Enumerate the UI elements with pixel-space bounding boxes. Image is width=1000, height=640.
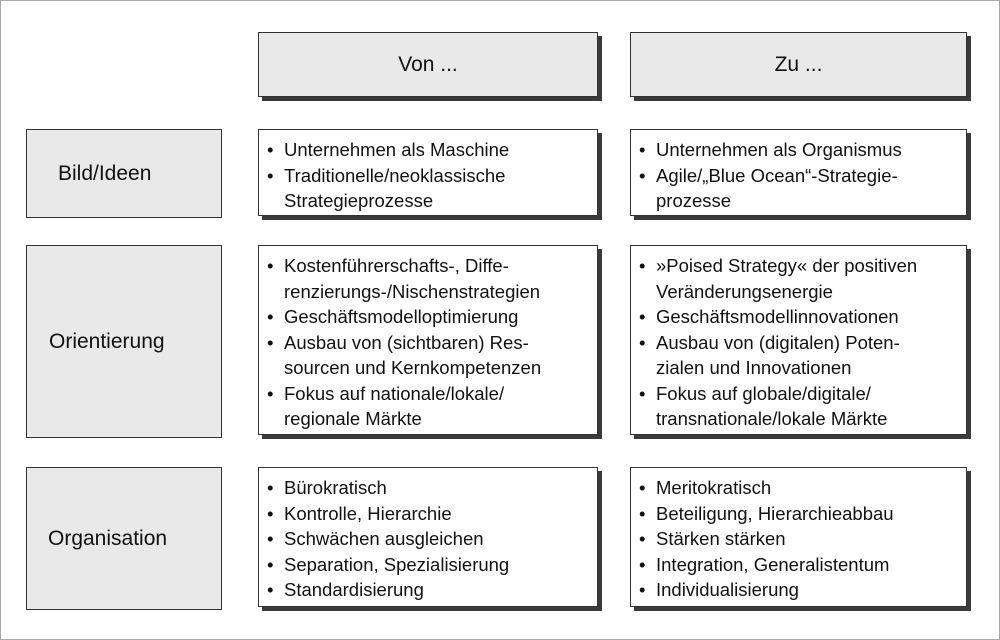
- list-item: • Individualisierung: [639, 577, 960, 603]
- row-label-organisation: [26, 467, 222, 610]
- cell-organisation-to: [630, 467, 967, 607]
- bullet-list: [639, 475, 960, 603]
- row-label-orientierung: [26, 245, 222, 438]
- list-item: • Geschäftsmodelloptimierung: [267, 304, 591, 330]
- list-item: • Standardisierung: [267, 577, 591, 603]
- list-item: • Fokus auf globale/digitale/ transnationale/lokale Märkte: [639, 381, 960, 432]
- cell-bild-ideen-from: [258, 129, 598, 216]
- cell-orientierung-to: [630, 245, 967, 435]
- list-item: • Agile/„Blue Ocean“-Strategie- prozesse: [639, 163, 960, 214]
- list-item: • Geschäftsmodellinnovationen: [639, 304, 960, 330]
- list-item: • Fokus auf nationale/lokale/ regionale Märkte: [267, 381, 591, 432]
- cell-organisation-from: [258, 467, 598, 607]
- list-item: • Beteiligung, Hierarchieabbau: [639, 501, 960, 527]
- list-item: • Separation, Spezialisierung: [267, 552, 591, 578]
- list-item: • Ausbau von (digitalen) Poten- zialen und Innovationen: [639, 330, 960, 381]
- list-item: • »Poised Strategy« der positiven Veränderungsenergie: [639, 253, 960, 304]
- list-item: • Bürokratisch: [267, 475, 591, 501]
- list-item: • Kontrolle, Hierarchie: [267, 501, 591, 527]
- row-label-bild-ideen: [26, 129, 222, 218]
- row-label-text: Bild/Ideen: [58, 161, 152, 185]
- bullet-list: [639, 137, 960, 214]
- list-item: • Stärken stärken: [639, 526, 960, 552]
- header-to-text: Zu ...: [774, 52, 823, 76]
- row-label-text: Orientierung: [49, 329, 165, 353]
- row-label-text: Organisation: [48, 526, 168, 550]
- list-item: • Traditionelle/neoklassische Strategieprozesse: [267, 163, 591, 214]
- list-item: • Kostenführerschafts-, Diffe- renzierungs-/Nischenstrategien: [267, 253, 591, 304]
- bullet-list: [267, 475, 591, 603]
- header-from: [258, 32, 598, 97]
- list-item: • Integration, Generalistentum: [639, 552, 960, 578]
- list-item: • Meritokratisch: [639, 475, 960, 501]
- list-item: • Ausbau von (sichtbaren) Res- sourcen und Kernkompetenzen: [267, 330, 591, 381]
- bullet-list: [639, 253, 960, 432]
- list-item: • Schwächen ausgleichen: [267, 526, 591, 552]
- bullet-list: [267, 137, 591, 214]
- header-from-text: Von ...: [398, 52, 458, 76]
- list-item: • Unternehmen als Organismus: [639, 137, 960, 163]
- header-to: [630, 32, 967, 97]
- cell-orientierung-from: [258, 245, 598, 435]
- cell-bild-ideen-to: [630, 129, 967, 216]
- bullet-list: [267, 253, 591, 432]
- list-item: • Unternehmen als Maschine: [267, 137, 591, 163]
